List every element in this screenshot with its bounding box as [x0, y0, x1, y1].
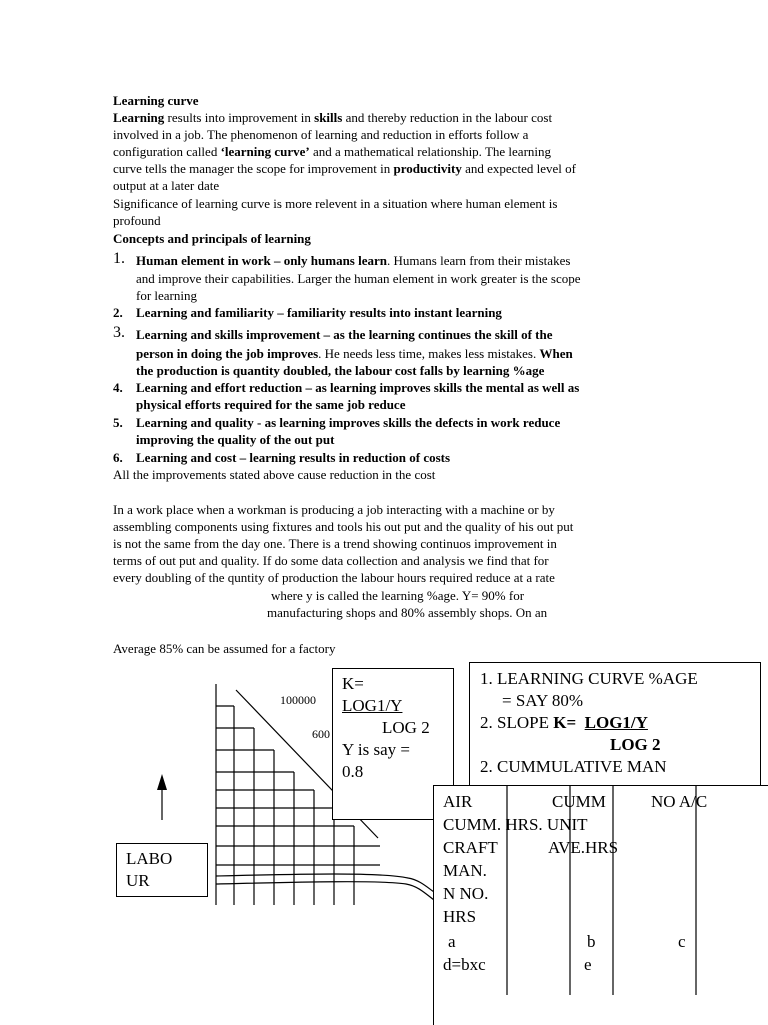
- para2-line-7: manufacturing shops and 80% assembly shops. On an: [267, 605, 548, 620]
- list-number-3: 3.: [113, 324, 125, 341]
- table-col-d: d=bxc: [443, 955, 486, 974]
- list-number-5: 5.: [113, 415, 123, 430]
- intro-line-5: output at a later date: [113, 178, 220, 193]
- notes-line-1: 1. LEARNING CURVE %AGE: [480, 669, 698, 688]
- para2-line-6: where y is called the learning %age. Y= 90% for: [271, 588, 525, 603]
- table-header-craft: CRAFT: [443, 838, 498, 857]
- intro-line-4: curve tells the manager the scope for improvement in productivity and expected level of: [113, 161, 576, 176]
- axis-label-100000: 100000: [280, 693, 316, 707]
- para2-line-8: Average 85% can be assumed for a factory: [113, 641, 336, 656]
- list-number-4: 4.: [113, 380, 123, 395]
- para2-line-4: terms of out put and quality. If do some data collection and analysis we find that for: [113, 553, 549, 568]
- notes-line-2: = SAY 80%: [502, 691, 584, 710]
- list-item-5: Learning and quality - as learning improves skills the defects in work reduce: [136, 415, 561, 430]
- table-header-n-no: N NO.: [443, 884, 489, 903]
- intro-line-7: profound: [113, 213, 161, 228]
- axis-label-600: 600: [312, 727, 330, 741]
- para2-line-5: every doubling of the quntity of production the labour hours required reduce at a rate: [113, 570, 555, 585]
- list-item-2: Learning and familiarity – familiarity results into instant learning: [136, 305, 502, 320]
- list-item-4: Learning and effort reduction – as learning improves skills the mental as well as: [136, 380, 580, 395]
- list-number-2: 2.: [113, 305, 123, 320]
- table-header-ave-hrs: AVE.HRS: [548, 838, 619, 857]
- concepts-heading: Concepts and principals of learning: [113, 231, 311, 246]
- notes-line-4: LOG 2: [610, 735, 661, 754]
- list-item-1-line-2: and improve their capabilities. Larger the human element in work greater is the scope: [136, 271, 581, 286]
- para2-line-2: assembling components using fixtures and tools his out put and the quality of his out put: [113, 519, 574, 534]
- table-header-cumm: CUMM: [552, 792, 606, 811]
- list-item-6: Learning and cost – learning results in reduction of costs: [136, 450, 451, 465]
- list-item-4-line-2: physical efforts required for the same job reduce: [136, 397, 406, 412]
- list-item-3-line-3: the production is quantity doubled, the labour cost falls by learning %age: [136, 363, 545, 378]
- table-header-no-ac: NO A/C: [651, 792, 708, 811]
- para2-line-3: is not the same from the day one. There is a trend showing continuos improvement in: [113, 536, 557, 551]
- para2-line-1: In a work place when a workman is producing a job interacting with a machine or by: [113, 502, 555, 517]
- summary-line: All the improvements stated above cause reduction in the cost: [113, 467, 436, 482]
- labour-label-box: LABO UR: [116, 843, 208, 897]
- list-item-3-line-2: person in doing the job improves. He needs less time, makes less mistakes. When: [136, 346, 573, 361]
- table-header-hrs: HRS: [443, 907, 477, 926]
- intro-line-2: involved in a job. The phenomenon of learning and reduction in efforts follow a: [113, 127, 529, 142]
- notes-line-5: 2. CUMMULATIVE MAN: [480, 757, 667, 776]
- intro-line-1: Learning results into improvement in skills and thereby reduction in the labour cost: [113, 110, 553, 125]
- table-col-a: a: [448, 932, 456, 951]
- list-number-1: 1.: [113, 250, 125, 267]
- formula-box: K= LOG1/Y LOG 2 Y is say = 0.8: [332, 668, 454, 820]
- table-col-c: c: [678, 932, 686, 951]
- list-item-1-line-3: for learning: [136, 288, 198, 303]
- intro-line-3: configuration called ‘learning curve’ and a mathematical relationship. The learning: [113, 144, 552, 159]
- table-col-e: e: [584, 955, 592, 974]
- table-header-row-2: CUMM. HRS. UNIT: [443, 815, 588, 834]
- table-col-b: b: [587, 932, 596, 951]
- list-item-3: Learning and skills improvement – as the learning continues the skill of the: [136, 327, 553, 342]
- intro-line-6: Significance of learning curve is more relevent in a situation where human element is: [113, 196, 558, 211]
- table-header-air: AIR: [443, 792, 473, 811]
- list-number-6: 6.: [113, 450, 123, 465]
- notes-line-3: 2. SLOPE K= LOG1/Y: [480, 713, 648, 732]
- list-item-5-line-2: improving the quality of the out put: [136, 432, 335, 447]
- list-item-1: Human element in work – only humans learn. Humans learn from their mistakes: [136, 253, 571, 268]
- table-header-man: MAN.: [443, 861, 487, 880]
- section-heading: Learning curve: [113, 93, 199, 108]
